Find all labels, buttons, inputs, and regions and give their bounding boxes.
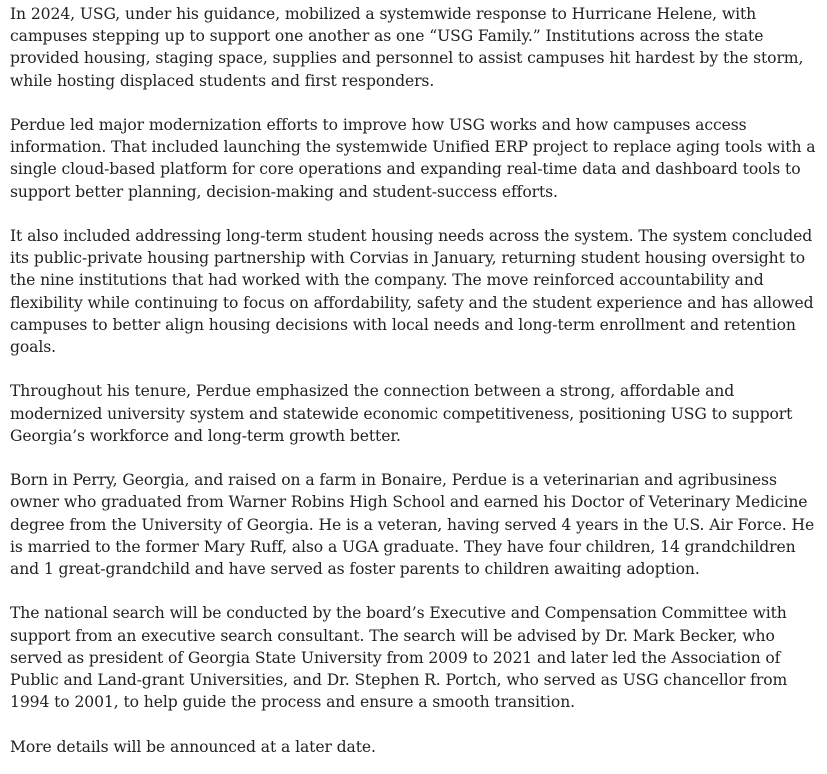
paragraph-student-housing: It also included addressing long-term student housing needs across the system. The system concluded its public-private housing partnership with Corvias in January, returning student housing oversight to the nine institutions that had worked with the company. The move reinforced accountability and flexibility while continuing to focus on affordability, safety and the student experience and has allowed campuses to better align housing decisions with local needs and long-term enrollment and retention goals. bbox=[10, 227, 814, 357]
paragraph-economic-competitiveness: Throughout his tenure, Perdue emphasized the connection between a strong, affordable and modernized university system and statewide economic competitiveness, positioning USG to support Georgia’s workforce and long-term growth better. bbox=[10, 382, 793, 445]
paragraph-national-search: The national search will be conducted by the board’s Executive and Compensation Committee with support from an executive search consultant. The search will be advised by Dr. Mark Becker, who served as president of Georgia State University from 2009 to 2021 and later led the Association of Public and Land-grant Universities, and Dr. Stephen R. Portch, who served as USG chancellor from 1994 to 2001, to help guide the process and ensure a smooth transition. bbox=[10, 604, 788, 712]
paragraph-modernization: Perdue led major modernization efforts to improve how USG works and how campuses access information. That included launching the systemwide Unified ERP project to replace aging tools with a single cloud-based platform for core operations and expanding real-time data and dashboard tools to support better planning, decision-making and student-success efforts. bbox=[10, 116, 816, 201]
paragraph-biography: Born in Perry, Georgia, and raised on a farm in Bonaire, Perdue is a veterinarian and agribusiness owner who graduated from Warner Robins High School and earned his Doctor of Veterinary Medicine degree from the University of Georgia. He is a veteran, having served 4 years in the U.S. Air Force. He is married to the former Mary Ruff, also a UGA graduate. They have four children, 14 grandchildren and 1 great-grandchild and have served as foster parents to children awaiting adoption. bbox=[10, 471, 815, 579]
article-body bbox=[10, 3, 825, 758]
paragraph-hurricane-response: In 2024, USG, under his guidance, mobilized a systemwide response to Hurricane Helene, with campuses stepping up to support one another as one “USG Family.” Institutions across the state provided housing, staging space, supplies and personnel to assist campuses hit hardest by the storm, while hosting displaced students and first responders. bbox=[10, 5, 804, 90]
paragraph-more-details: More details will be announced at a later date. bbox=[10, 737, 376, 756]
